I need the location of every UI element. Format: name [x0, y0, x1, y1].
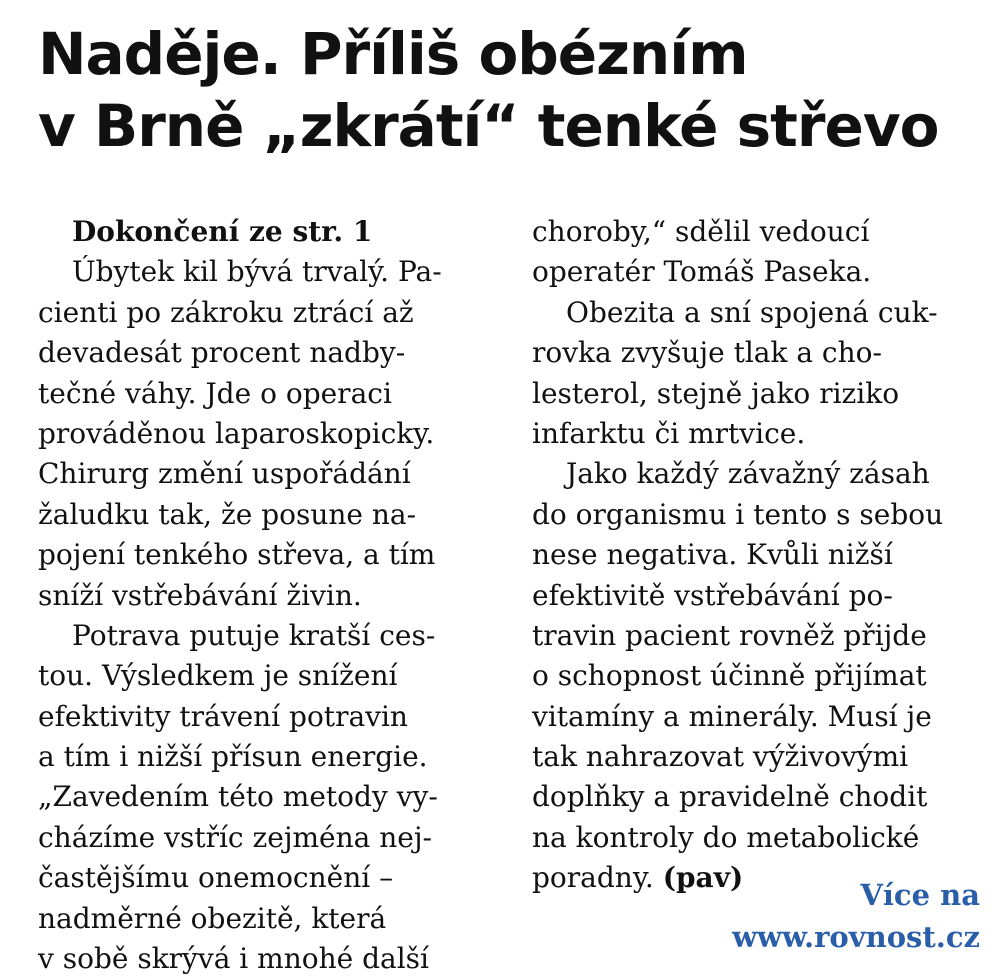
author-signature: (pav): [662, 861, 744, 895]
body-line: infarktu či mrtvice.: [532, 416, 806, 450]
body-line: pojení tenkého střeva, a tím: [38, 538, 436, 572]
body-line: devadesát procent nadby-: [38, 336, 406, 370]
body-line: žaludku tak, že posune na-: [38, 497, 417, 531]
body-line: o schopnost účinně přijímat: [532, 659, 927, 693]
body-line: cienti po zákroku ztrácí až: [38, 295, 414, 329]
body-line: travin pacient rovněž přijde: [532, 618, 927, 652]
more-link-block[interactable]: [732, 874, 980, 958]
body-line: tečné váhy. Jde o operaci: [38, 376, 392, 410]
body-line: Jako každý závažný zásah: [566, 457, 930, 491]
body-line: „Zavedením této metody vy-: [38, 780, 438, 814]
body-line: operatér Tomáš Paseka.: [532, 255, 872, 289]
body-line: prováděnou laparoskopicky.: [38, 416, 435, 450]
article-column-left: [38, 212, 488, 979]
body-line: vitamíny a minerály. Musí je: [532, 699, 932, 733]
body-line: rovka zvyšuje tlak a cho-: [532, 336, 882, 370]
last-line-text: poradny.: [532, 861, 654, 895]
article-column-right: [532, 212, 982, 899]
body-line: Potrava putuje kratší ces-: [72, 618, 436, 652]
body-line: na kontroly do metabolické: [532, 820, 920, 854]
body-line: doplňky a pravidelně chodit: [532, 780, 928, 814]
body-line: tak nahrazovat výživovými: [532, 740, 909, 774]
headline: [38, 18, 988, 162]
body-line: tou. Výsledkem je snížení: [38, 659, 398, 693]
body-line: lesterol, stejně jako riziko: [532, 376, 900, 410]
headline-line-1: Naděje. Příliš obézním: [38, 20, 748, 88]
body-line: Úbytek kil bývá trvalý. Pa-: [72, 255, 442, 289]
more-label: Více na: [860, 878, 980, 912]
body-line: choroby,“ sdělil vedoucí: [532, 215, 870, 248]
body-line: nadměrné obezitě, která: [38, 901, 387, 935]
body-line: Chirurg změní uspořádání: [38, 457, 411, 491]
body-line: Obezita a sní spojená cuk-: [566, 295, 938, 329]
website-link[interactable]: www.rovnost.cz: [732, 920, 980, 954]
headline-line-2: v Brně „zkrátí“ tenké střevo: [38, 92, 939, 160]
continuation-note: Dokončení ze str. 1: [72, 215, 373, 248]
body-line: a tím i nižší přísun energie.: [38, 740, 428, 774]
body-line: efektivity trávení potravin: [38, 699, 408, 733]
body-line: častějšímu onemocnění –: [38, 861, 394, 895]
body-line: do organismu i tento s sebou: [532, 497, 944, 531]
body-line: sníží vstřebávání živin.: [38, 578, 362, 612]
body-line: cházíme vstříc zejména nej-: [38, 820, 432, 854]
body-line: v sobě skrývá i mnohé další: [38, 942, 429, 976]
body-line: nese negativa. Kvůli nižší: [532, 538, 893, 572]
body-line: efektivitě vstřebávání po-: [532, 578, 893, 612]
